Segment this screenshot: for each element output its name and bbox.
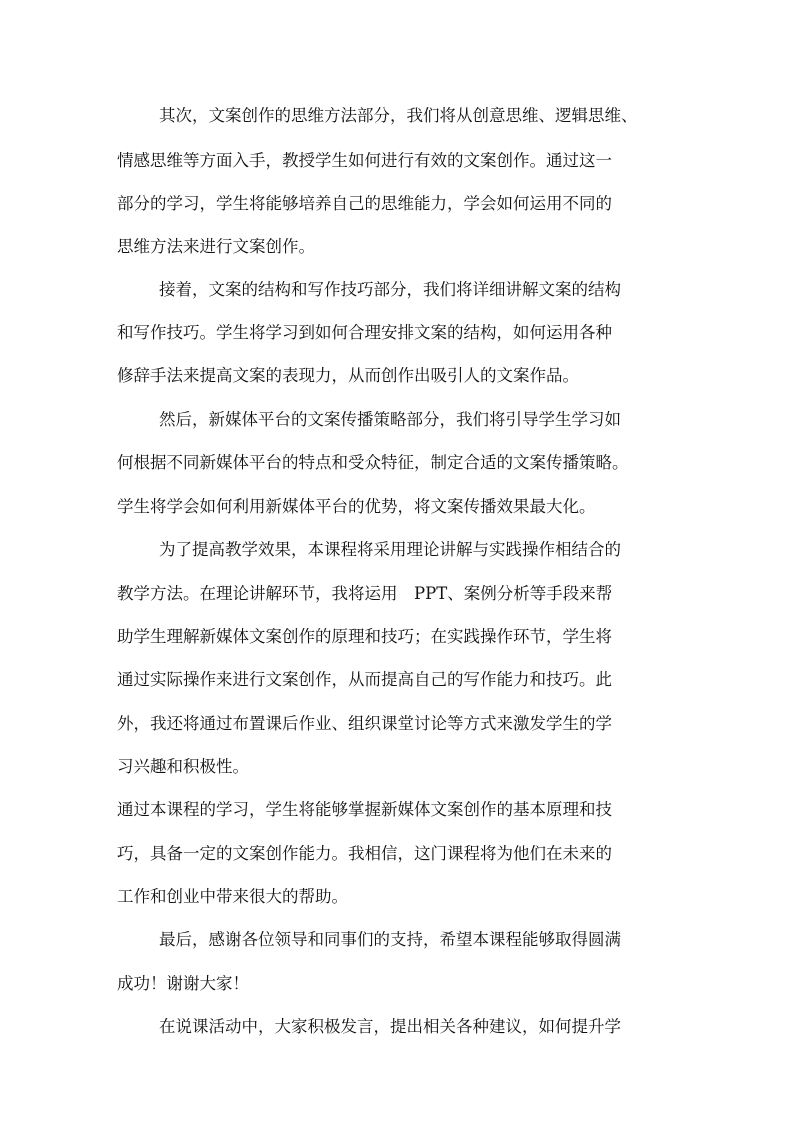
paragraph-1-line-3: 部分的学习，学生将能够培养自己的思维能力，学会如何运用不同的 <box>117 194 612 213</box>
paragraph-2-line-3: 修辞手法来提高文案的表现力，从而创作出吸引人的文案作品。 <box>117 366 579 385</box>
paragraph-5-line-3: 工作和创业中带来很大的帮助。 <box>117 887 348 906</box>
paragraph-4-line-4: 通过实际操作来进行文案创作，从而提高自己的写作能力和技巧。此 <box>117 670 612 689</box>
paragraph-4-line-2: 教学方法。在理论讲解环节，我将运用 PPT、案例分析等手段来帮 <box>117 584 613 603</box>
paragraph-3-line-2: 何根据不同新媒体平台的特点和受众特征，制定合适的文案传播策略。 <box>117 453 629 472</box>
paragraph-4-line-5: 外，我还将通过布置课后作业、组织课堂讨论等方式来激发学生的学 <box>117 714 612 733</box>
paragraph-6-line-1: 最后，感谢各位领导和同事们的支持，希望本课程能够取得圆满 <box>159 930 621 949</box>
paragraph-5-line-1: 通过本课程的学习，学生将能够掌握新媒体文案创作的基本原理和技 <box>117 800 612 819</box>
paragraph-1-line-1: 其次，文案创作的思维方法部分，我们将从创意思维、逻辑思维、 <box>159 106 638 125</box>
paragraph-3-line-1: 然后，新媒体平台的文案传播策略部分，我们将引导学生学习如 <box>159 410 621 429</box>
paragraph-4-line-6: 习兴趣和积极性。 <box>117 757 249 776</box>
paragraph-4-line-1: 为了提高教学效果，本课程将采用理论讲解与实践操作相结合的 <box>159 540 621 559</box>
paragraph-5-line-2: 巧，具备一定的文案创作能力。我相信，这门课程将为他们在未来的 <box>117 844 612 863</box>
paragraph-4-line-3: 助学生理解新媒体文案创作的原理和技巧；在实践操作环节，学生将 <box>117 627 612 646</box>
paragraph-1-line-2: 情感思维等方面入手，教授学生如何进行有效的文案创作。通过这一 <box>117 151 612 170</box>
paragraph-3-line-3: 学生将学会如何利用新媒体平台的优势，将文案传播效果最大化。 <box>117 497 596 516</box>
paragraph-6-line-2: 成功！谢谢大家！ <box>117 974 249 993</box>
paragraph-7-line-1: 在说课活动中，大家积极发言，提出相关各种建议，如何提升学 <box>159 1017 621 1036</box>
paragraph-2-line-2: 和写作技巧。学生将学习到如何合理安排文案的结构，如何运用各种 <box>117 323 612 342</box>
paragraph-2-line-1: 接着，文案的结构和写作技巧部分，我们将详细讲解文案的结构 <box>159 280 621 299</box>
paragraph-1-line-4: 思维方法来进行文案创作。 <box>117 237 315 256</box>
